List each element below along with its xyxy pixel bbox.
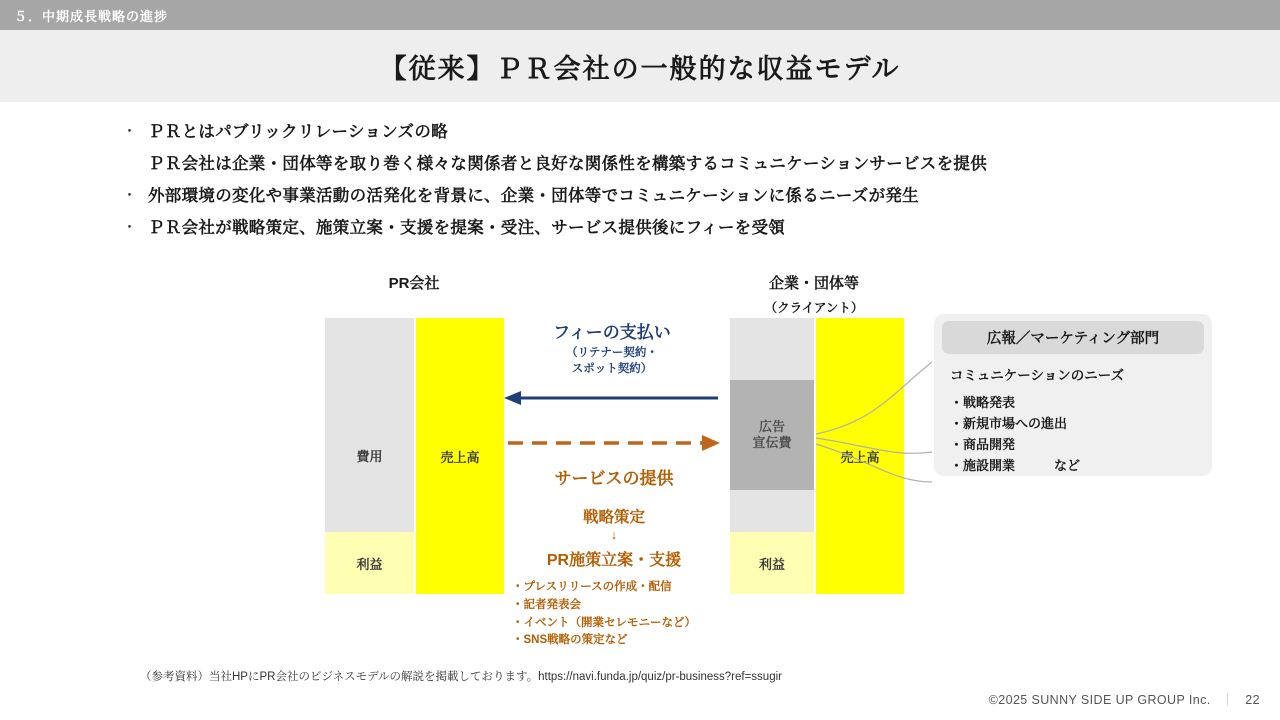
down-arrow-icon: ↓ — [610, 527, 618, 542]
copyright-text: ©2025 SUNNY SIDE UP GROUP Inc. — [988, 693, 1211, 707]
marketing-department-box — [934, 314, 1212, 476]
fee-sub-line1: （リテナー契約・ — [566, 347, 658, 359]
footer-separator: ｜ — [1221, 693, 1235, 707]
list-item: ・戦略発表 — [950, 395, 1016, 410]
fee-payment-title: フィーの支払い — [553, 323, 671, 342]
bullet-marker: ・ — [122, 123, 138, 140]
bullet-subtext: ＰＲ会社は企業・団体等を取り巻く様々な関係者と良好な関係性を構築するコミュニケーションサービスを提供 — [148, 155, 988, 173]
pr-plan-text: PR施策立案・支援 — [546, 552, 682, 569]
list-item: ・プレスリリースの作成・配信 — [512, 581, 672, 593]
footer — [989, 690, 1260, 708]
client-revenue-bar: 売上高 — [816, 318, 904, 594]
section-bar — [0, 0, 1280, 30]
pr-revenue-bar: 売上高 — [416, 318, 504, 594]
fee-sub-line2: スポット契約） — [571, 362, 653, 375]
pr-cost-bar: 費用 — [325, 318, 414, 592]
service-item-list — [512, 579, 752, 650]
list-item: ・イベント（開業セレモニーなど） — [512, 616, 696, 629]
list-item: ・新規市場への進出 — [950, 416, 1068, 432]
page-number: 22 — [1245, 693, 1260, 707]
client-sublabel: （クライアント） — [764, 301, 864, 315]
section-bar-label: ５．中期成長戦略の進捗 — [14, 8, 169, 24]
list-item: ・記者発表会 — [512, 598, 581, 611]
list-item: ・商品開発 — [950, 437, 1016, 453]
communication-needs-subtitle: コミュニケーションのニーズ — [950, 368, 1125, 383]
bullet-text: ＰＲとはパブリックリレーションズの略 — [148, 123, 448, 141]
ad-expense-line2: 宣伝費 — [752, 435, 792, 450]
communication-needs-list — [950, 392, 1212, 476]
pr-company-label: PR会社 — [388, 275, 440, 292]
fee-payment-sub — [506, 346, 718, 377]
bullet-marker: ・ — [122, 219, 138, 236]
list-item: ・SNS戦略の策定など — [512, 634, 628, 647]
bullet-text: 外部環境の変化や事業活動の活発化を背景に、企業・団体等でコミュニケーションに係るニーズが発生 — [148, 187, 919, 205]
revenue-model-diagram — [0, 262, 1280, 662]
footnote: （参考資料）当社HPにPR会社のビジネスモデルの解説を掲載しております。https://navi.funda.jp/quiz/pr-business?ref=ssugir — [140, 671, 782, 683]
page-title: 【従来】ＰＲ会社の一般的な収益モデル — [379, 53, 901, 84]
bullet-text: ＰＲ会社が戦略策定、施策立案・支援を提案・受注、サービス提供後にフィーを受領 — [148, 219, 786, 237]
ad-expense-line1: 広告 — [758, 418, 785, 434]
list-item — [122, 216, 1242, 241]
service-arrow-right-icon — [506, 432, 722, 454]
strategy-text: 戦略策定 — [582, 509, 645, 526]
pr-profit-bar: 利益 — [325, 532, 414, 594]
fee-arrow-left-icon — [504, 387, 720, 409]
client-label: 企業・団体等 — [768, 275, 859, 292]
list-item — [122, 120, 1242, 145]
title-band — [0, 30, 1280, 102]
connector-lines — [814, 352, 954, 512]
service-provision-title: サービスの提供 — [554, 469, 674, 488]
list-item — [122, 184, 1242, 209]
marketing-department-header: 広報／マーケティング部門 — [942, 321, 1204, 354]
bullet-marker: ・ — [122, 187, 138, 204]
client-ad-expense-bar — [730, 380, 814, 490]
list-item: ・施設開業 など — [950, 458, 1081, 474]
bullet-list — [122, 120, 1242, 248]
client-profit-bar: 利益 — [730, 532, 814, 594]
